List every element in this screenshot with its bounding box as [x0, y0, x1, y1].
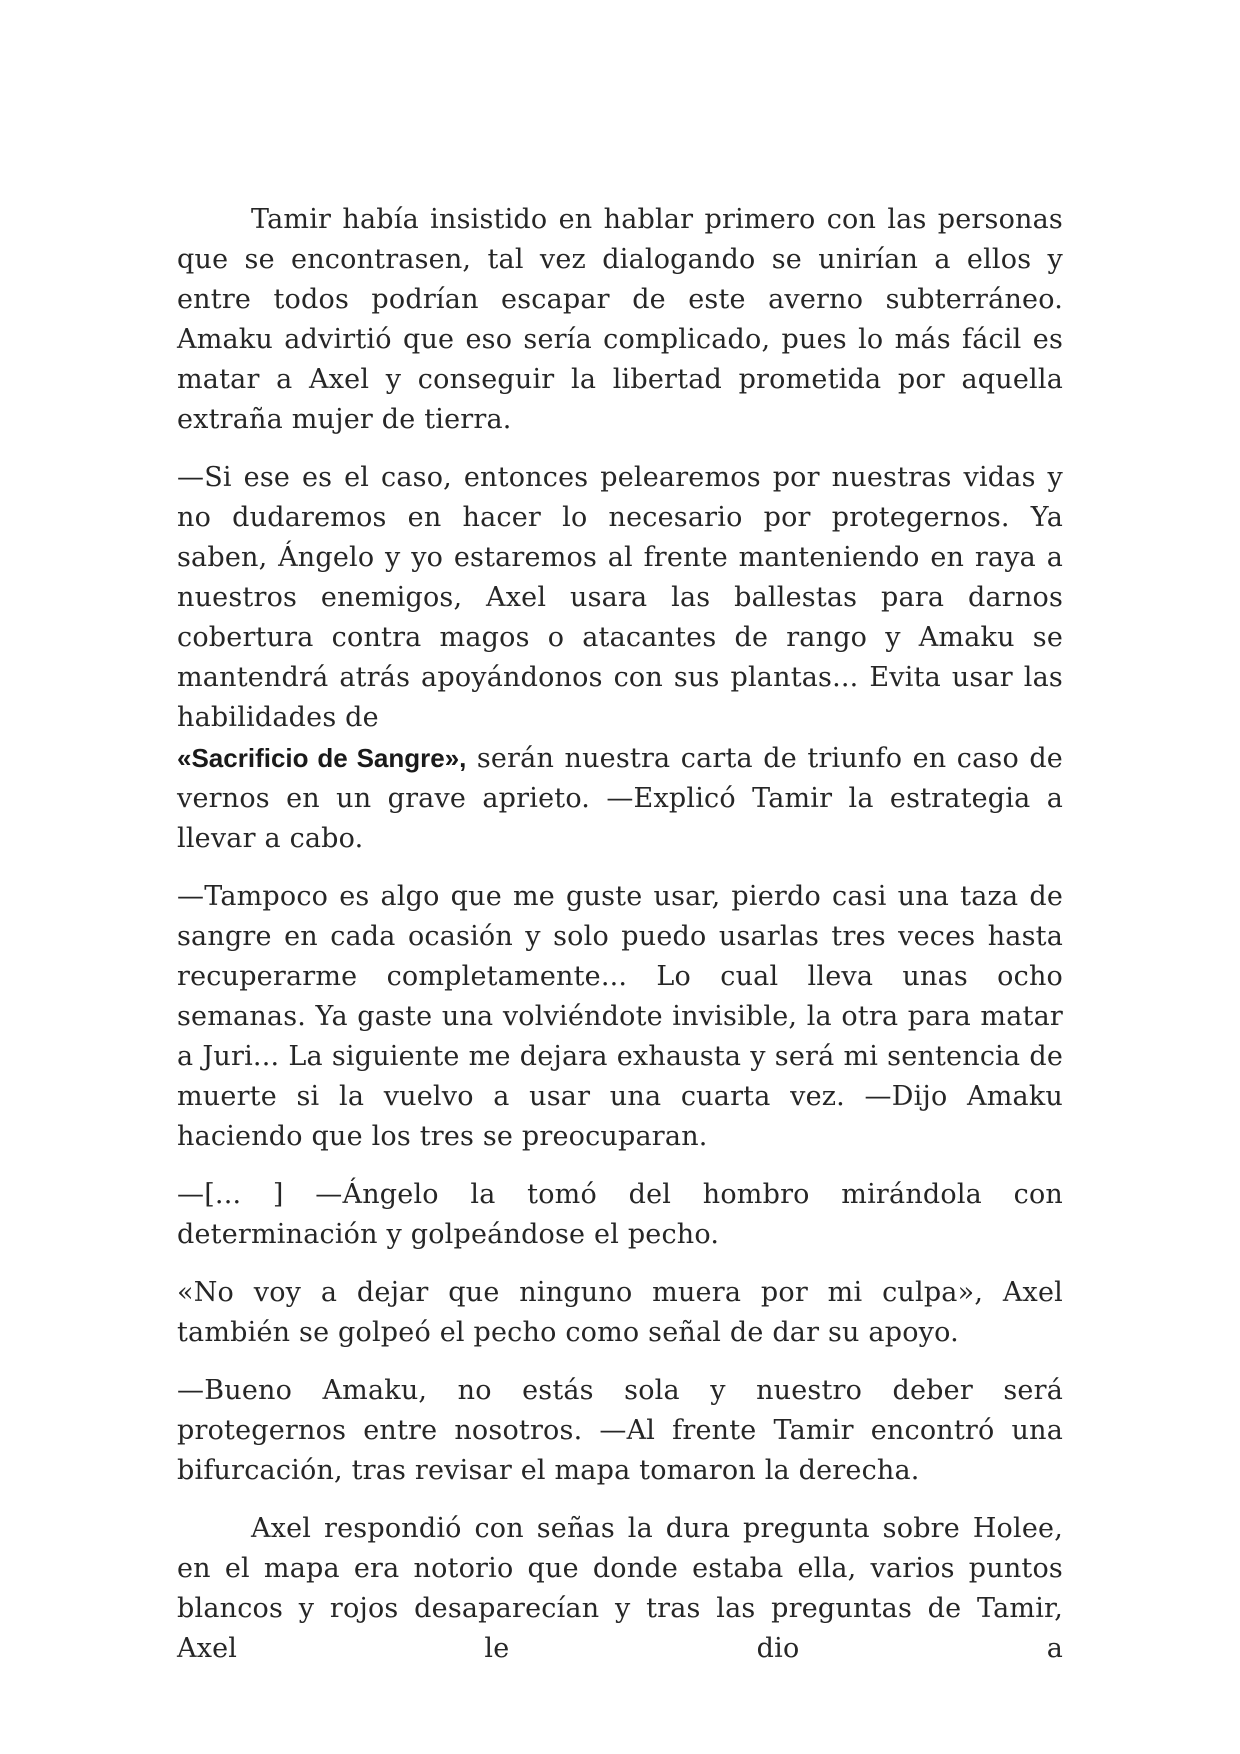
paragraph-2-continuation: serán nuestra carta de triunfo en caso de vernos en un grave aprieto. —Explicó Tamir la estrategia a llevar a cabo.	[177, 743, 1063, 854]
paragraph-6: —Bueno Amaku, no estás sola y nuestro deber será protegernos entre nosotros. —Al frente Tamir encontró una bifurcación, tras revisar el mapa tomaron la derecha.	[177, 1375, 1063, 1486]
paragraph-4: —[... ] —Ángelo la tomó del hombro mirándola con determinación y golpeándose el pecho.	[177, 1179, 1063, 1250]
paragraph-1: Tamir había insistido en hablar primero con las personas que se encontrasen, tal vez dialogando se unirían a ellos y entre todos podrían escapar de este averno subterráneo. Amaku advirtió que eso sería complicado, pues lo más fácil es matar a Axel y conseguir la libertad prometida por aquella extraña mujer de tierra.	[177, 204, 1063, 435]
page-body-text	[177, 200, 1063, 1687]
paragraph-2	[177, 458, 1063, 859]
paragraph-5: «No voy a dejar que ninguno muera por mi culpa», Axel también se golpeó el pecho como señal de dar su apoyo.	[177, 1277, 1063, 1348]
paragraph-7: Axel respondió con señas la dura pregunta sobre Holee, en el mapa era notorio que donde estaba ella, varios puntos blancos y rojos desaparecían y tras las preguntas de Tamir, Axel le dio a	[177, 1513, 1063, 1664]
paragraph-2-text: —Si ese es el caso, entonces pelearemos por nuestras vidas y no dudaremos en hacer lo necesario por protegernos. Ya saben, Ángelo y yo estaremos al frente manteniendo en raya a nuestros enemigos, Axel usara las ballestas para darnos cobertura contra magos o atacantes de rango y Amaku se mantendrá atrás apoyándonos con sus plantas... Evita usar las habilidades de	[177, 462, 1063, 733]
emphasized-skill-name: «Sacrificio de Sangre»,	[177, 743, 467, 773]
paragraph-3: —Tampoco es algo que me guste usar, pierdo casi una taza de sangre en cada ocasión y solo puedo usarlas tres veces hasta recuperarme completamente... Lo cual lleva unas ocho semanas. Ya gaste una volviéndote invisible, la otra para matar a Juri... La siguiente me dejara exhausta y será mi sentencia de muerte si la vuelvo a usar una cuarta vez. —Dijo Amaku haciendo que los tres se preocuparan.	[177, 881, 1063, 1152]
